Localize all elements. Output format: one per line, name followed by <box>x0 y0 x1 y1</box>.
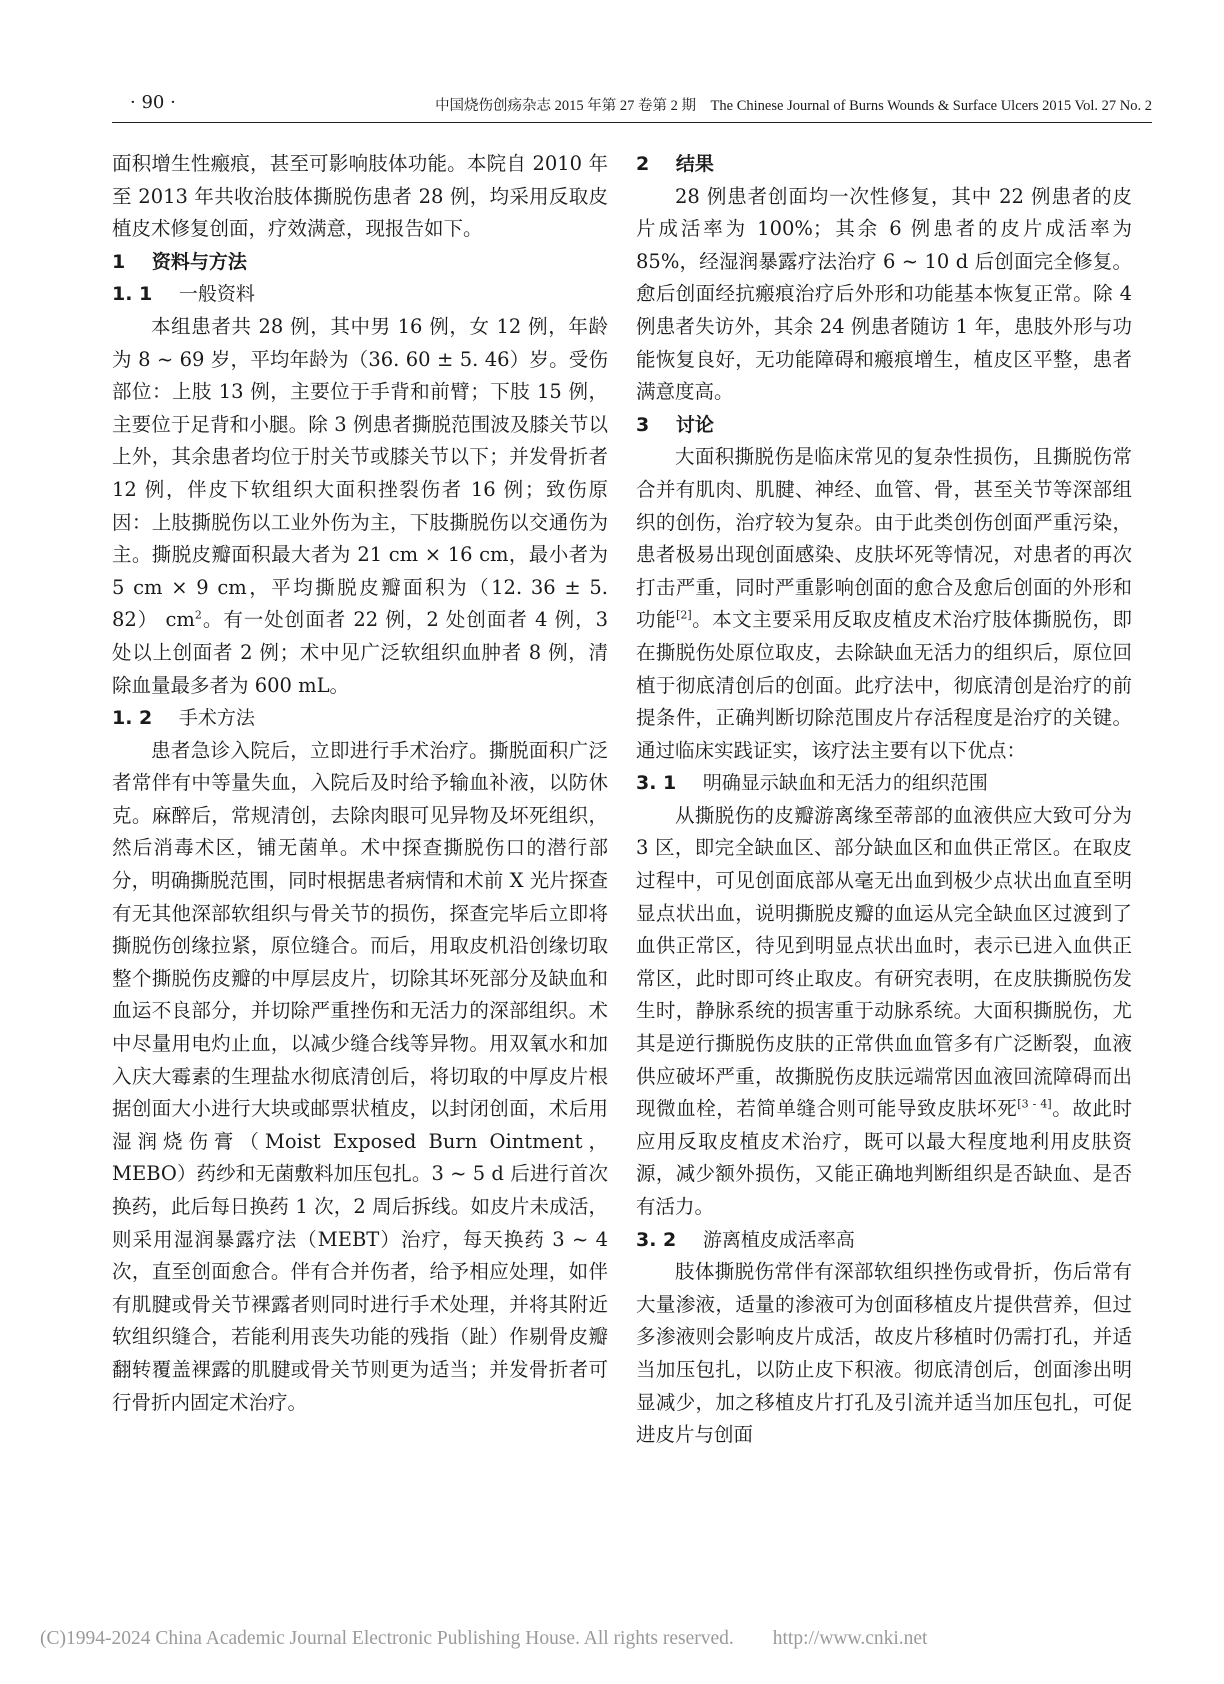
section-heading-2 <box>636 148 1132 181</box>
section-number: 1 <box>112 250 126 273</box>
paragraph-text: 本组患者共 28 例，其中男 16 例，女 12 例，年龄为 8 ~ 69 岁，平均年龄为（36. 60 ± 5. 46）岁。受伤部位：上肢 13 例，主要位于手背和前臂；下肢 15 例，主要位于足背和小腿。除 3 例患者撕脱范围波及膝关节以上外，其余患者均位于肘关节或膝关节以下；并发骨折者 12 例，伴皮下软组织大面积挫裂伤者 16 例；致伤原因：上肢撕脱伤以工业外伤为主，下肢撕脱伤以交通伤为主。撕脱皮瓣面积最大者为 21 cm × 16 cm，最小者为 5 cm × 9 cm，平均撕脱皮瓣面积为（12. 36 ± 5. 82） cm <box>112 314 608 632</box>
paragraph-text: 大面积撕脱伤是临床常见的复杂性损伤，且撕脱伤常合并有肌肉、肌腱、神经、血管、骨，甚至关节等深部组织的创伤，治疗较为复杂。由于此类创伤创面严重污染，患者极易出现创面感染、皮肤坏死等情况，对患者的再次打击严重，同时严重影响创面的愈合及愈后创面的外形和功能 <box>636 445 1132 632</box>
subsection-number: 3. 2 <box>636 1228 677 1251</box>
citation: [2] <box>676 608 692 622</box>
subsection-number: 3. 1 <box>636 772 677 795</box>
subsection-heading-3-2 <box>636 1224 1132 1257</box>
right-column <box>636 148 1132 1452</box>
section-title: 资料与方法 <box>151 250 247 273</box>
subsection-title: 明确显示缺血和无活力的组织范围 <box>702 772 988 795</box>
subsection-title: 游离植皮成活率高 <box>702 1228 855 1251</box>
section-heading-3 <box>636 409 1132 442</box>
paragraph-text: 。本文主要采用反取皮植皮术治疗肢体撕脱伤，即在撕脱伤处原位取皮，去除缺血无活力的组织后，原位回植于彻底清创后的创面。此疗法中，彻底清创是治疗的前提条件，正确判断切除范围皮片存活程度是治疗的关键。通过临床实践证实，该疗法主要有以下优点： <box>636 608 1132 762</box>
citation: [3 - 4] <box>1017 1097 1052 1111</box>
paragraph-text: 从撕脱伤的皮瓣游离缘至蒂部的血液供应大致可分为 3 区，即完全缺血区、部分缺血区和血供正常区。在取皮过程中，可见创面底部从毫无出血到极少点状出血直至明显点状出血，说明撕脱皮瓣的血运从完全缺血区过渡到了血供正常区，待见到明显点状出血时，表示已进入血供正常区，此时即可终止取皮。有研究表明，在皮肤撕脱伤发生时，静脉系统的损害重于动脉系统。大面积撕脱伤，尤其是逆行撕脱伤皮肤的正常供血血管多有广泛断裂，血液供应破坏严重，故撕脱伤皮肤远端常因血液回流障碍而出现微血栓，若简单缝合则可能导致皮肤坏死 <box>636 803 1132 1121</box>
subsection-heading-1-1 <box>112 278 608 311</box>
journal-citation-line: 中国烧伤创疡杂志 2015 年第 27 卷第 2 期 The Chinese Journal of Burns Wounds & Surface Ulcers 2015 Vol. 27 No. 2 <box>435 98 1152 114</box>
paragraph-surgical-method: 患者急诊入院后，立即进行手术治疗。撕脱面积广泛者常伴有中等量失血，入院后及时给予输血补液，以防休克。麻醉后，常规清创，去除肉眼可见异物及坏死组织，然后消毒术区，铺无菌单。术中探查撕脱伤口的潜行部分，明确撕脱范围，同时根据患者病情和术前 X 光片探查有无其他深部软组织与骨关节的损伤，探查完毕后立即将撕脱伤创缘拉紧，原位缝合。而后，用取皮机沿创缘切取整个撕脱伤皮瓣的中厚层皮片，切除其坏死部分及缺血和血运不良部分，并切除严重挫伤和无活力的深部组织。术中尽量用电灼止血，以减少缝合线等异物。用双氧水和加入庆大霉素的生理盐水彻底清创后，将切取的中厚皮片根据创面大小进行大块或邮票状植皮，以封闭创面，术后用湿润烧伤膏（Moist Exposed Burn Ointment，MEBO）药纱和无菌敷料加压包扎。3 ~ 5 d 后进行首次换药，此后每日换药 1 次，2 周后拆线。如皮片未成活，则采用湿润暴露疗法（MEBT）治疗，每天换药 3 ~ 4 次，直至创面愈合。伴有合并伤者，给予相应处理，如伴有肌腱或骨关节裸露者则同时进行手术处理，并将其附近软组织缝合，若能利用丧失功能的残指（趾）作剔骨皮瓣翻转覆盖裸露的肌腱或骨关节则更为适当；并发骨折者可行骨折内固定术治疗。 <box>112 738 608 1414</box>
section-number: 3 <box>636 413 650 436</box>
paragraph-text: 。有一处创面者 22 例，2 处创面者 4 例，3 处以上创面者 2 例；术中见广泛软组织血肿者 8 例，清除血量最多者为 600 mL。 <box>112 608 608 697</box>
section-heading-1 <box>112 246 608 279</box>
paragraph-general-data <box>112 311 608 702</box>
paragraph-graft-survival: 肢体撕脱伤常伴有深部软组织挫伤或骨折，伤后常有大量渗液，适量的渗液可为创面移植皮片提供营养，但过多渗液则会影响皮片成活，故皮片移植时仍需打孔，并适当加压包扎，以防止皮下积液。彻底清创后，创面渗出明显减少，加之移植皮片打孔及引流并适当加压包扎，可促进皮片与创面 <box>636 1260 1132 1447</box>
running-header <box>112 88 1152 123</box>
intro-paragraph: 面积增生性瘢痕，甚至可影响肢体功能。本院自 2010 年至 2013 年共收治肢体撕脱伤患者 28 例，均采用反取皮植皮术修复创面，疗效满意，现报告如下。 <box>112 152 608 241</box>
subsection-title: 一般资料 <box>178 283 255 306</box>
subsection-heading-3-1 <box>636 767 1132 800</box>
paragraph-results: 28 例患者创面均一次性修复，其中 22 例患者的皮片成活率为 100%；其余 6 例患者的皮片成活率为 85%，经湿润暴露疗法治疗 6 ~ 10 d 后创面完全修复。愈后创面经抗瘢痕治疗后外形和功能基本恢复正常。除 4 例患者失访外，其余 24 例患者随访 1 年，患肢外形与功能恢复良好，无功能障碍和瘢痕增生，植皮区平整，患者满意度高。 <box>636 184 1132 404</box>
section-title: 结果 <box>675 153 714 175</box>
subsection-number: 1. 2 <box>112 707 153 730</box>
left-column <box>112 148 608 1419</box>
page-number: · 90 · <box>130 92 176 113</box>
subsection-heading-1-2 <box>112 702 608 735</box>
superscript: 2 <box>194 608 202 622</box>
paragraph-ischemic-range <box>636 800 1132 1224</box>
section-number: 2 <box>636 153 650 175</box>
subsection-number: 1. 1 <box>112 283 153 306</box>
copyright-footer: (C)1994-2024 China Academic Journal Electronic Publishing House. All rights reserved. http://www.cnki.net <box>40 1628 928 1649</box>
subsection-title: 手术方法 <box>178 707 255 730</box>
paragraph-text: 。故此时应用反取皮植皮术治疗，既可以最大程度地利用皮肤资源，减少额外损伤，又能正确地判断组织是否缺血、是否有活力。 <box>636 1097 1132 1218</box>
paragraph-discussion <box>636 441 1132 767</box>
section-title: 讨论 <box>675 413 714 436</box>
